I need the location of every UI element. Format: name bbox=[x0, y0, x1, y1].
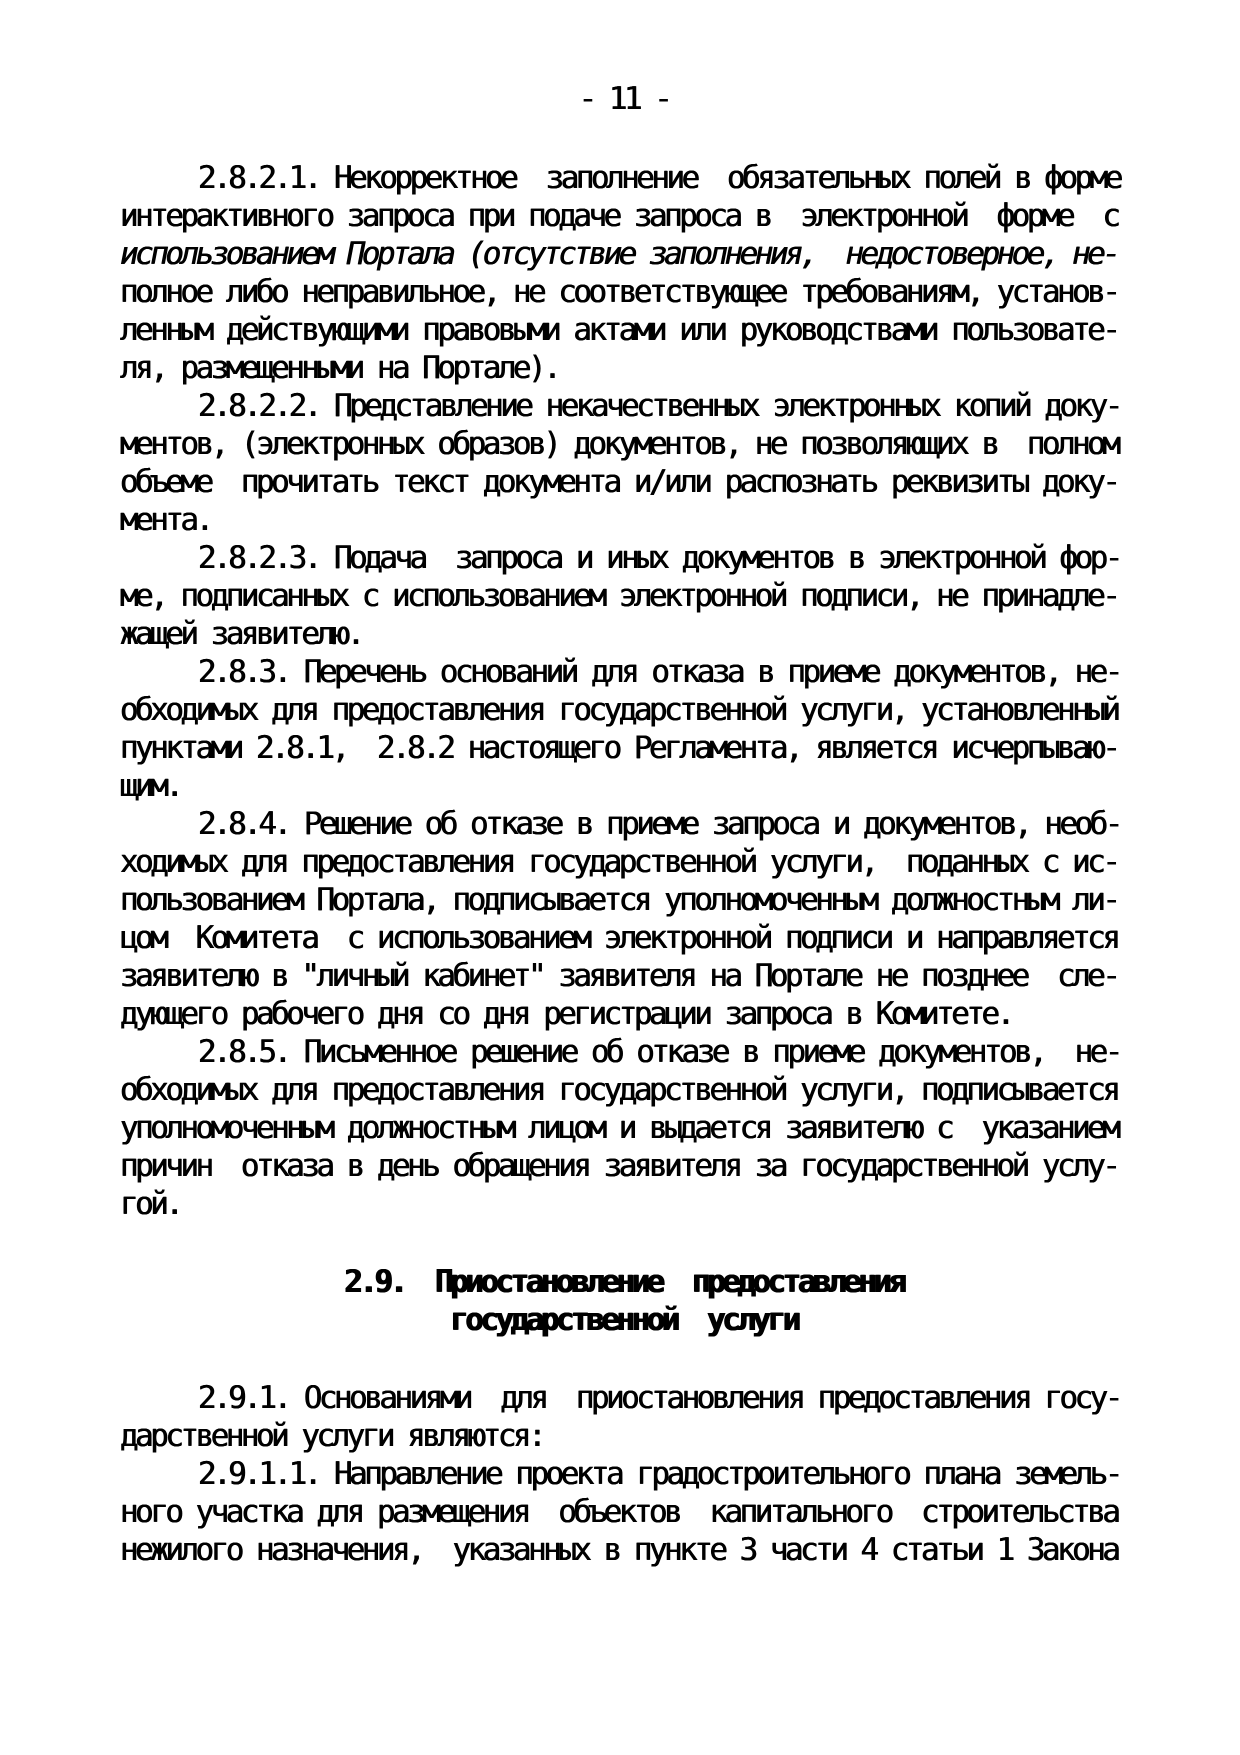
text-line: объеме прочитать текст документа и/или распознать реквизиты доку- bbox=[120, 464, 1118, 500]
text-line: гой. bbox=[120, 1186, 181, 1222]
page-number: - 11 - bbox=[578, 81, 670, 117]
text-line: цом Комитета с использованием электронной подписи и направляется bbox=[120, 920, 1118, 956]
paragraph bbox=[120, 387, 1128, 539]
text-line: дующего рабочего дня со дня регистрации запроса в Комитете. bbox=[120, 996, 1012, 1032]
section-heading bbox=[120, 1263, 1128, 1339]
text-line: щим. bbox=[120, 768, 181, 804]
text-line: интерактивного запроса при подаче запроса в электронной форме с bbox=[120, 198, 1118, 234]
text-line: заявителю в "личный кабинет" заявителя на Портале не позднее сле- bbox=[120, 958, 1118, 994]
document-content bbox=[120, 159, 1128, 1569]
paragraph bbox=[120, 159, 1128, 387]
text-line: 2.8.5. Письменное решение об отказе в приеме документов, не- bbox=[198, 1034, 1120, 1070]
text-line: пользованием Портала, подписывается уполномоченным должностным ли- bbox=[120, 882, 1118, 918]
text-line: ного участка для размещения объектов капитального строительства bbox=[120, 1494, 1118, 1530]
text-line: 2.8.2.2. Представление некачественных электронных копий доку- bbox=[198, 388, 1120, 424]
text-line: пунктами 2.8.1, 2.8.2 настоящего Регламента, является исчерпываю- bbox=[120, 730, 1118, 766]
text-line: государственной услуги bbox=[450, 1302, 798, 1338]
text-line: уполномоченным должностным лицом и выдается заявителю с указанием bbox=[120, 1110, 1118, 1146]
text-line: ментов, (электронных образов) документов, не позволяющих в полном bbox=[120, 426, 1118, 462]
text-line: 2.8.2.1. Некорректное заполнение обязательных полей в форме bbox=[198, 160, 1120, 196]
paragraph bbox=[120, 1033, 1128, 1223]
text-line: использованием Портала (отсутствие заполнения, недостоверное, не- bbox=[120, 236, 1118, 272]
text-line: нежилого назначения, указанных в пункте 3 части 4 статьи 1 Закона bbox=[120, 1532, 1118, 1568]
paragraph bbox=[120, 653, 1128, 805]
text-line: 2.9.1. Основаниями для приостановления предоставления госу- bbox=[198, 1380, 1120, 1416]
text-line: обходимых для предоставления государственной услуги, установленный bbox=[120, 692, 1118, 728]
text-line: дарственной услуги являются: bbox=[120, 1418, 544, 1454]
text-line: жащей заявителю. bbox=[120, 616, 362, 652]
text-line: ля, размещенными на Портале). bbox=[120, 350, 559, 386]
text-line: ходимых для предоставления государственной услуги, поданных с ис- bbox=[120, 844, 1118, 880]
text-line: 2.8.3. Перечень оснований для отказа в приеме документов, не- bbox=[198, 654, 1120, 690]
paragraph bbox=[120, 539, 1128, 653]
text-line: 2.8.4. Решение об отказе в приеме запроса и документов, необ- bbox=[198, 806, 1120, 842]
paragraph bbox=[120, 1455, 1128, 1569]
text-line: ленным действующими правовыми актами или руководствами пользовате- bbox=[120, 312, 1118, 348]
text-line: 2.9. Приостановление предоставления bbox=[344, 1264, 904, 1300]
text-line: мента. bbox=[120, 502, 211, 538]
text-line: ме, подписанных с использованием электронной подписи, не принадле- bbox=[120, 578, 1118, 614]
text-line: обходимых для предоставления государственной услуги, подписывается bbox=[120, 1072, 1118, 1108]
text-line: полное либо неправильное, не соответствующее требованиям, установ- bbox=[120, 274, 1118, 310]
paragraph bbox=[120, 805, 1128, 1033]
text-line: 2.9.1.1. Направление проекта градостроительного плана земель- bbox=[198, 1456, 1120, 1492]
text-line: причин отказа в день обращения заявителя за государственной услу- bbox=[120, 1148, 1118, 1184]
paragraph bbox=[120, 1379, 1128, 1455]
text-line: 2.8.2.3. Подача запроса и иных документов в электронной фор- bbox=[198, 540, 1120, 576]
